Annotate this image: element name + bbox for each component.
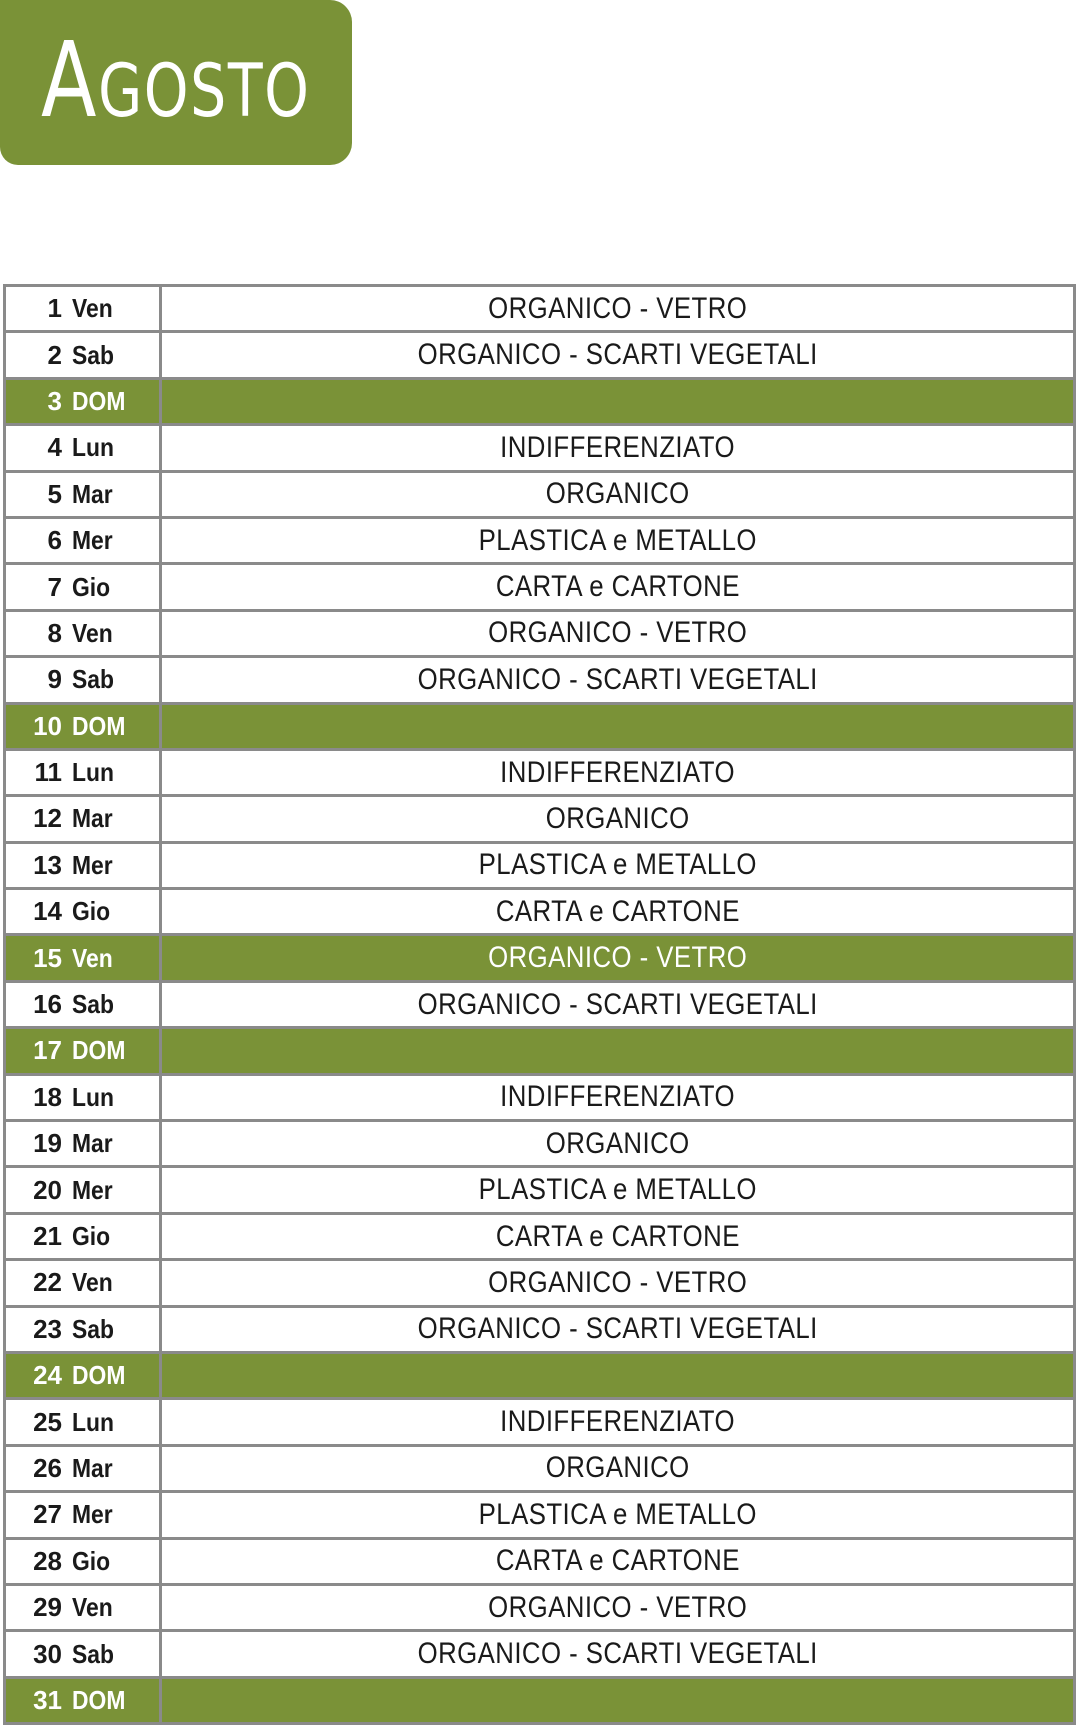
- day-cell: [5, 703, 161, 749]
- day-number: 6: [47, 525, 62, 556]
- waste-type-cell: [161, 286, 1075, 332]
- waste-type-label: PLASTICA e METALLO: [478, 523, 757, 557]
- schedule-row: [5, 564, 1075, 610]
- waste-type-cell: [161, 935, 1075, 981]
- waste-type-cell: [161, 610, 1075, 656]
- waste-type-label: INDIFFERENZIATO: [500, 1405, 735, 1439]
- weekday-label: Lun: [72, 757, 114, 788]
- weekday-label: Ven: [72, 617, 113, 648]
- waste-type-label: ORGANICO - VETRO: [487, 616, 748, 650]
- day-number: 1: [47, 293, 62, 324]
- day-cell: [5, 1306, 161, 1352]
- month-title: Agosto: [41, 18, 311, 141]
- weekday-label: Mar: [72, 803, 113, 834]
- waste-type-label: ORGANICO - SCARTI VEGETALI: [417, 987, 818, 1021]
- waste-type-label: INDIFFERENZIATO: [500, 1080, 735, 1114]
- waste-type-cell: [161, 332, 1075, 378]
- day-number: 23: [33, 1313, 62, 1344]
- waste-type-label: ORGANICO - VETRO: [487, 291, 748, 325]
- waste-type-label: CARTA e CARTONE: [495, 1219, 740, 1253]
- waste-type-cell: [161, 1445, 1075, 1491]
- day-number: 15: [33, 942, 62, 973]
- waste-type-label: ORGANICO: [545, 477, 690, 511]
- schedule-row: [5, 796, 1075, 842]
- day-cell: [5, 1352, 161, 1398]
- day-number: 5: [47, 478, 62, 509]
- waste-type-cell: [161, 1352, 1075, 1398]
- day-cell: [5, 471, 161, 517]
- day-cell: [5, 1492, 161, 1538]
- waste-type-label: CARTA e CARTONE: [495, 1544, 740, 1578]
- day-number: 31: [33, 1684, 62, 1715]
- waste-type-label: INDIFFERENZIATO: [500, 755, 735, 789]
- schedule-row: [5, 610, 1075, 656]
- schedule-row: [5, 1399, 1075, 1445]
- weekday-label: DOM: [72, 1360, 126, 1391]
- schedule-body: [5, 286, 1075, 1724]
- day-number: 22: [33, 1267, 62, 1298]
- weekday-label: Ven: [72, 1592, 113, 1623]
- schedule-row: [5, 889, 1075, 935]
- day-cell: [5, 749, 161, 795]
- weekday-label: Lun: [72, 432, 114, 463]
- weekday-label: Mar: [72, 1128, 113, 1159]
- schedule-row: [5, 1074, 1075, 1120]
- day-number: 13: [33, 849, 62, 880]
- day-cell: [5, 378, 161, 424]
- collection-schedule-table: [3, 284, 1076, 1725]
- waste-type-label: CARTA e CARTONE: [495, 570, 740, 604]
- day-cell: [5, 517, 161, 563]
- schedule-row: [5, 378, 1075, 424]
- weekday-label: Sab: [72, 339, 114, 370]
- waste-type-cell: [161, 1213, 1075, 1259]
- schedule-row: [5, 842, 1075, 888]
- schedule-row: [5, 1306, 1075, 1352]
- day-cell: [5, 1260, 161, 1306]
- weekday-label: Mar: [72, 478, 113, 509]
- waste-type-cell: [161, 703, 1075, 749]
- schedule-row: [5, 1213, 1075, 1259]
- day-number: 16: [33, 989, 62, 1020]
- day-number: 2: [47, 339, 62, 370]
- weekday-label: Mer: [72, 1499, 113, 1530]
- day-number: 18: [33, 1081, 62, 1112]
- day-cell: [5, 564, 161, 610]
- weekday-label: Sab: [72, 989, 114, 1020]
- weekday-label: Gio: [72, 1545, 111, 1576]
- day-cell: [5, 1074, 161, 1120]
- waste-type-cell: [161, 1121, 1075, 1167]
- day-number: 10: [33, 710, 62, 741]
- day-number: 20: [33, 1174, 62, 1205]
- waste-type-label: ORGANICO: [545, 1126, 690, 1160]
- waste-type-cell: [161, 1167, 1075, 1213]
- weekday-label: Gio: [72, 571, 111, 602]
- schedule-row: [5, 425, 1075, 471]
- waste-type-label: PLASTICA e METALLO: [478, 1173, 757, 1207]
- day-cell: [5, 1121, 161, 1167]
- day-number: 11: [34, 757, 62, 788]
- waste-type-cell: [161, 1306, 1075, 1352]
- weekday-label: Sab: [72, 664, 114, 695]
- waste-type-cell: [161, 842, 1075, 888]
- weekday-label: Sab: [72, 1638, 114, 1669]
- weekday-label: Gio: [72, 896, 111, 927]
- day-number: 14: [33, 896, 62, 927]
- waste-type-label: ORGANICO - SCARTI VEGETALI: [417, 1312, 818, 1346]
- day-number: 30: [33, 1638, 62, 1669]
- waste-type-cell: [161, 749, 1075, 795]
- waste-type-cell: [161, 981, 1075, 1027]
- waste-type-cell: [161, 378, 1075, 424]
- waste-type-cell: [161, 425, 1075, 471]
- day-number: 4: [47, 432, 62, 463]
- weekday-label: Mer: [72, 849, 113, 880]
- day-number: 19: [33, 1128, 62, 1159]
- waste-type-label: PLASTICA e METALLO: [478, 848, 757, 882]
- day-number: 7: [47, 571, 62, 602]
- schedule-row: [5, 1352, 1075, 1398]
- schedule-row: [5, 657, 1075, 703]
- waste-type-label: ORGANICO - SCARTI VEGETALI: [417, 338, 818, 372]
- weekday-label: Gio: [72, 1221, 111, 1251]
- schedule-row: [5, 1631, 1075, 1677]
- schedule-row: [5, 1167, 1075, 1213]
- day-cell: [5, 332, 161, 378]
- waste-type-cell: [161, 1028, 1075, 1074]
- weekday-label: DOM: [72, 1035, 126, 1066]
- waste-type-cell: [161, 564, 1075, 610]
- schedule-row: [5, 1445, 1075, 1491]
- schedule-row: [5, 1260, 1075, 1306]
- waste-type-cell: [161, 1074, 1075, 1120]
- waste-type-cell: [161, 1631, 1075, 1677]
- waste-type-label: PLASTICA e METALLO: [478, 1497, 757, 1531]
- day-cell: [5, 425, 161, 471]
- day-number: 21: [33, 1221, 62, 1251]
- weekday-label: Sab: [72, 1313, 114, 1344]
- day-number: 12: [33, 803, 62, 834]
- waste-type-cell: [161, 889, 1075, 935]
- weekday-label: Mar: [72, 1452, 113, 1483]
- waste-type-label: ORGANICO: [545, 801, 690, 835]
- weekday-label: Ven: [72, 942, 113, 973]
- schedule-row: [5, 703, 1075, 749]
- day-cell: [5, 1028, 161, 1074]
- day-cell: [5, 1677, 161, 1723]
- schedule-row: [5, 517, 1075, 563]
- day-cell: [5, 610, 161, 656]
- day-cell: [5, 1213, 161, 1259]
- weekday-label: DOM: [72, 1684, 126, 1715]
- waste-type-label: CARTA e CARTONE: [495, 894, 740, 928]
- schedule-row: [5, 1584, 1075, 1630]
- day-cell: [5, 935, 161, 981]
- waste-type-label: ORGANICO - VETRO: [487, 1265, 748, 1299]
- schedule-row: [5, 286, 1075, 332]
- schedule-row: [5, 1538, 1075, 1584]
- day-number: 24: [33, 1360, 62, 1391]
- day-number: 17: [33, 1035, 62, 1066]
- schedule-row: [5, 981, 1075, 1027]
- schedule-row: [5, 935, 1075, 981]
- month-badge: [0, 0, 352, 165]
- day-number: 29: [33, 1592, 62, 1623]
- waste-type-label: ORGANICO - VETRO: [487, 941, 748, 975]
- weekday-label: Lun: [72, 1081, 114, 1112]
- day-cell: [5, 657, 161, 703]
- waste-type-label: ORGANICO - SCARTI VEGETALI: [417, 662, 818, 696]
- schedule-row: [5, 1121, 1075, 1167]
- waste-type-cell: [161, 657, 1075, 703]
- waste-type-cell: [161, 1538, 1075, 1584]
- day-number: 25: [33, 1406, 62, 1437]
- day-cell: [5, 889, 161, 935]
- weekday-label: Mer: [72, 525, 113, 556]
- weekday-label: DOM: [72, 710, 126, 741]
- day-cell: [5, 1399, 161, 1445]
- waste-type-cell: [161, 1260, 1075, 1306]
- waste-type-cell: [161, 1492, 1075, 1538]
- day-cell: [5, 286, 161, 332]
- weekday-label: DOM: [72, 385, 126, 416]
- day-number: 28: [33, 1545, 62, 1576]
- day-cell: [5, 1445, 161, 1491]
- schedule-row: [5, 471, 1075, 517]
- waste-type-cell: [161, 471, 1075, 517]
- day-cell: [5, 1631, 161, 1677]
- day-cell: [5, 1167, 161, 1213]
- day-number: 8: [47, 617, 62, 648]
- day-number: 9: [47, 664, 62, 695]
- day-cell: [5, 1538, 161, 1584]
- waste-type-label: ORGANICO - SCARTI VEGETALI: [417, 1637, 818, 1671]
- day-number: 27: [33, 1499, 62, 1530]
- day-number: 3: [47, 385, 62, 416]
- waste-type-cell: [161, 1677, 1075, 1723]
- day-cell: [5, 981, 161, 1027]
- schedule-row: [5, 1028, 1075, 1074]
- day-cell: [5, 796, 161, 842]
- day-cell: [5, 1584, 161, 1630]
- weekday-label: Ven: [72, 293, 113, 324]
- waste-type-cell: [161, 1584, 1075, 1630]
- weekday-label: Lun: [72, 1406, 114, 1437]
- schedule-row: [5, 749, 1075, 795]
- waste-type-label: ORGANICO - VETRO: [487, 1590, 748, 1624]
- waste-type-cell: [161, 796, 1075, 842]
- weekday-label: Ven: [72, 1267, 113, 1298]
- waste-type-cell: [161, 1399, 1075, 1445]
- waste-type-label: ORGANICO: [545, 1451, 690, 1485]
- schedule-row: [5, 1492, 1075, 1538]
- day-cell: [5, 842, 161, 888]
- day-number: 26: [33, 1452, 62, 1483]
- schedule-row: [5, 332, 1075, 378]
- waste-type-cell: [161, 517, 1075, 563]
- weekday-label: Mer: [72, 1174, 113, 1205]
- waste-type-label: INDIFFERENZIATO: [500, 430, 735, 464]
- schedule-row: [5, 1677, 1075, 1723]
